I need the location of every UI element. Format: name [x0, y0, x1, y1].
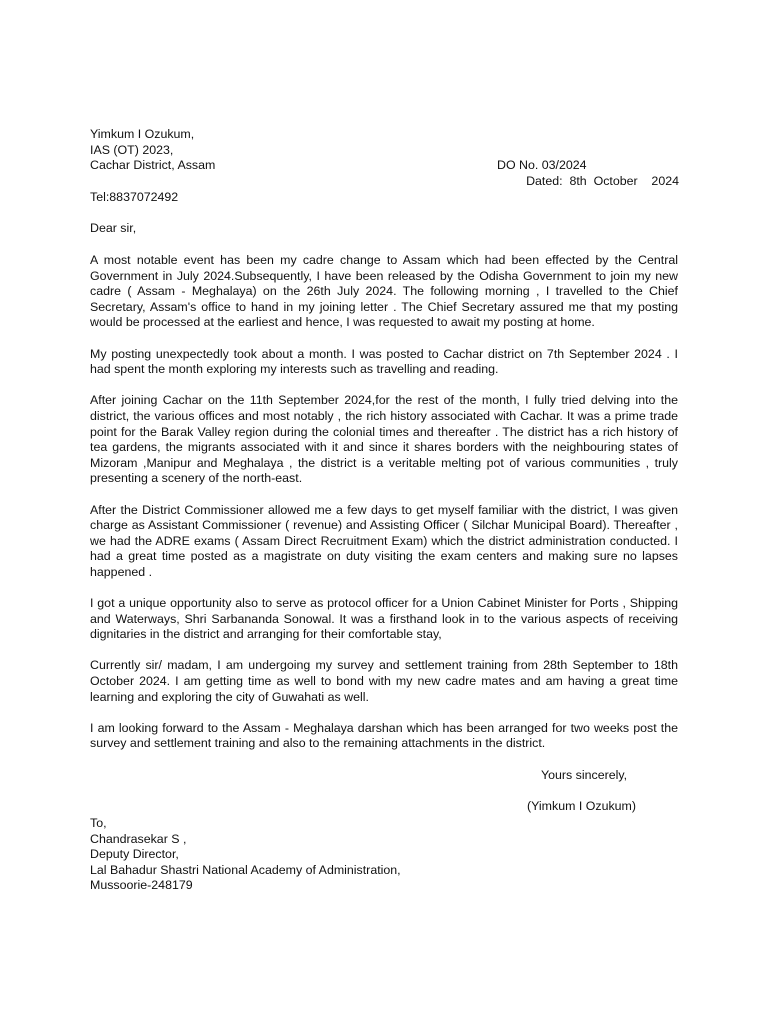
reference-block	[497, 158, 679, 189]
body-paragraph: Currently sir/ madam, I am undergoing my survey and settlement training from 28th September to 18th October 2024. I am getting time as well to bond with my new cadre mates and am having a great time learning and exploring the city of Guwahati as well.	[90, 658, 678, 704]
body-paragraph: I am looking forward to the Assam - Meghalaya darshan which has been arranged for two weeks post the survey and settlement training and also to the remaining attachments in the district.	[90, 720, 678, 751]
recipient-designation: Deputy Director,	[90, 847, 179, 862]
body-paragraph: A most notable event has been my cadre change to Assam which had been effected by the Central Government in July 2024.Subsequently, I have been released by the Odisha Government to join my new cadre ( Assam - Meghalaya) on the 26th July 2024. The following morning , I travelled to the Chief Secretary, Assam's office to hand in my joining letter . The Chief Secretary assured me that my posting would be processed at the earliest and hence, I was requested to await my posting at home.	[90, 253, 678, 330]
recipient-name: Chandrasekar S ,	[90, 831, 187, 846]
letter-body	[90, 253, 678, 768]
sender-telephone: Tel:8837072492	[90, 190, 179, 204]
recipient-block	[90, 816, 401, 894]
body-paragraph: I got a unique opportunity also to serve as protocol officer for a Union Cabinet Minister for Ports , Shipping and Waterways, Shri Sarbananda Sonowal. It was a firsthand look in to the various aspects of receiving dignitaries in the district and arranging for their comfortable stay,	[90, 596, 678, 642]
recipient-address: Mussoorie-248179	[90, 878, 193, 893]
body-paragraph: After the District Commissioner allowed me a few days to get myself familiar with the district, I was given charge as Assistant Commissioner ( revenue) and Assisting Officer ( Silchar Municipal Board). Thereafter , we had the ADRE exams ( Assam Direct Recruitment Exam) which the district administration conducted. I had a great time posted as a magistrate on duty visiting the exam centers and making sure no lapses happened .	[90, 502, 678, 579]
body-paragraph: My posting unexpectedly took about a month. I was posted to Cachar district on 7th September 2024 . I had spent the month exploring my interests such as travelling and reading.	[90, 346, 678, 377]
sender-block	[90, 127, 215, 174]
sender-name: Yimkum I Ozukum,	[90, 127, 195, 141]
do-number: DO No. 03/2024	[497, 158, 587, 172]
recipient-organization: Lal Bahadur Shastri National Academy of Administration,	[90, 862, 401, 877]
sender-service: IAS (OT) 2023,	[90, 142, 174, 157]
valediction: Yours sincerely,	[541, 768, 628, 782]
letter-date: Dated: 8th October 2024	[526, 173, 679, 188]
recipient-to: To,	[90, 816, 107, 830]
body-paragraph: After joining Cachar on the 11th September 2024,for the rest of the month, I fully tried delving into the district, the various offices and most notably , the rich history associated with Cachar. It was a prime trade point for the Barak Valley region during the colonial times and thereafter . The district has a rich history of tea gardens, the migrants associated with it and since it shares borders with the neighbouring states of Mizoram ,Manipur and Meghalaya , the district is a veritable melting pot of various communities , truly presenting a scenery of the north-east.	[90, 393, 678, 486]
sender-location: Cachar District, Assam	[90, 158, 216, 173]
signature-name: (Yimkum I Ozukum)	[527, 799, 636, 813]
salutation: Dear sir,	[90, 221, 137, 235]
